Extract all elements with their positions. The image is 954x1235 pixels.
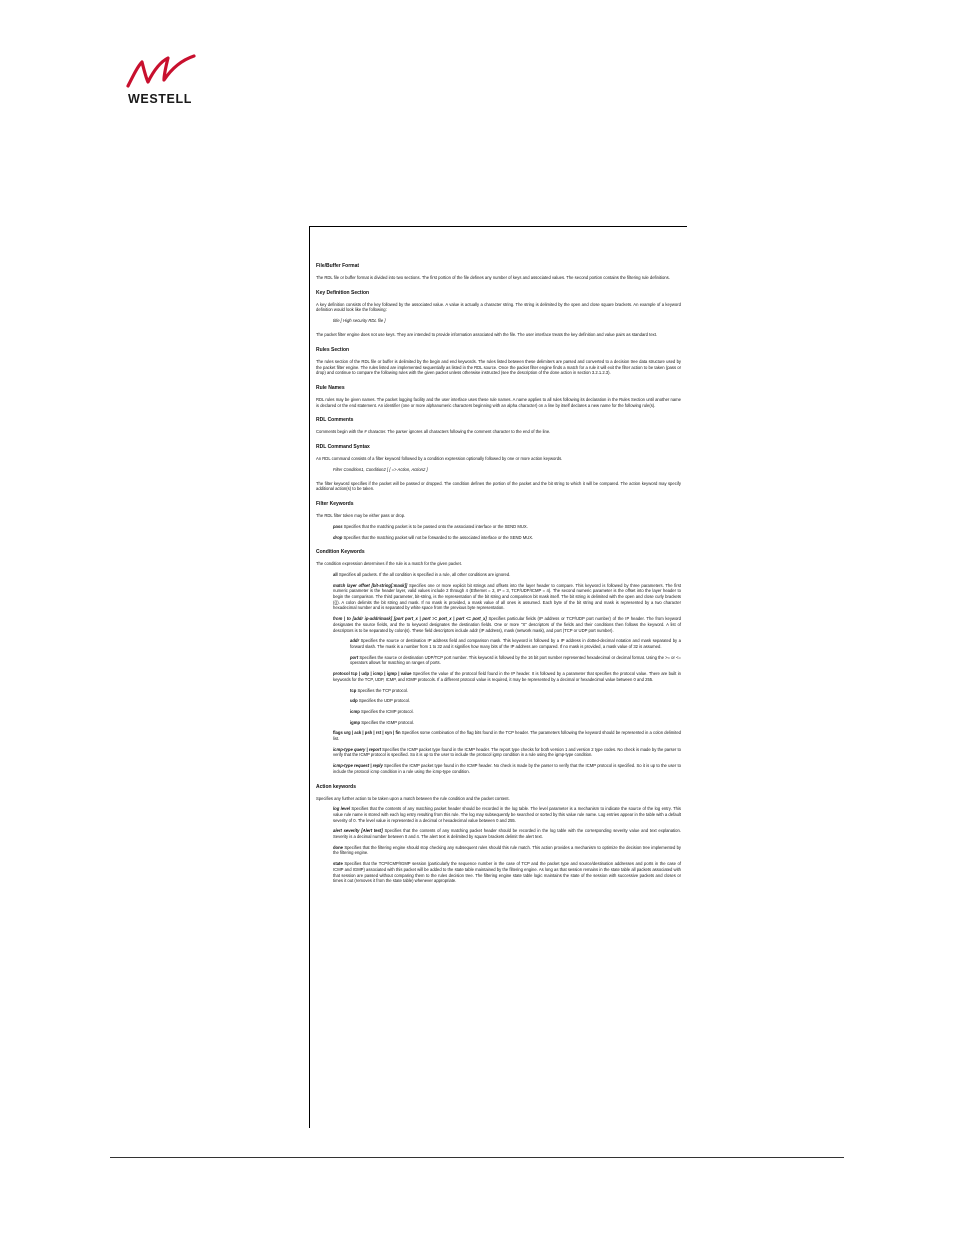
tcp-text: Specifies the TCP protocol.	[357, 687, 409, 693]
from-to-definition	[333, 616, 681, 633]
westell-wordmark: WESTELL	[128, 92, 192, 106]
log-keyword: log level	[333, 806, 350, 812]
heading-rdl-comments: RDL Comments	[316, 417, 354, 424]
westell-logo	[118, 52, 202, 108]
icmp-query-keyword: icmp-type query | report	[333, 746, 381, 752]
done-text: Specifies that the filtering engine should stop checking any subsequent rules should this rule match. This action provides a mechanism to optimize the decision tree implemented by the filtering engine.	[333, 844, 681, 856]
done-keyword: done	[333, 844, 344, 850]
addr-definition	[350, 638, 681, 649]
condition-keywords-text: The condition expression determines if the rule is a match for the given packet.	[316, 561, 462, 567]
igmp-keyword: igmp	[350, 719, 361, 725]
pass-keyword: pass	[333, 523, 343, 529]
heading-file-format: File/Buffer Format	[316, 263, 360, 269]
tcp-definition	[350, 688, 681, 694]
match-text: Specifies one or more explicit bit strings and offsets into the layer header to compare. This keyword is followed by three parameters. The first numeric parameter is the header layer, valid values include 2 through 4 (Ethernet = 2, IP = 3, TCP/UDP/ICMP = 4). The second numeric parameter is the offset into the layer header to begin the comparison. The third parameter, bit-string, is the representation of the bit string and comparison bit mask itself. The bit string is delimited with the open and close curly brackets ({}). A colon delimits the bit string and mask. If no mask is provided, a mask value of all ones is assumed. Each byte of the bit string and mask is represented by a two character hexadecimal number and is separated by white space from the previous byte representation.	[333, 582, 681, 611]
from-to-text: Specifies particular fields (IP address or TCP/UDP port number) of the IP header. The from keyword designates the source fields, and the to keyword designates the destination fields. One or more "X" descriptors of the fields and their conditions then follows the keyword. A list of descriptors is to be separated by colon(s). These field descriptors include addr (IP address), mask (network mask), and port (TCP or UDP port number).	[333, 616, 681, 633]
rdl-command-syntax-text-2: The filter keyword specifies if the packet will be passed or dropped. The condition defines the portion of the packet and the bit string to which it will be compared. The action keyword may specify additional action(s) to be taken.	[316, 480, 681, 492]
heading-condition-keywords: Condition Keywords	[316, 549, 365, 556]
state-definition	[333, 861, 681, 884]
key-definition-text: A key definition consists of the key followed by the associated value. A value is actually a character string. The string is delimited by the open and close square brackets. An example of a keyword definition would look like the following:	[316, 301, 681, 313]
match-keyword: match layer offset [bit-string[:mask]]	[333, 582, 408, 588]
state-keyword: state	[333, 861, 343, 867]
port-text: Specifies the source or destination UDP/TCP port number. This keyword is followed by the 16 bit port number represented hexadecimal or decimal format. Using the >= or <= operators allows for matching on ranges of ports.	[350, 654, 681, 666]
icmp-text: Specifies the ICMP protocol.	[360, 708, 414, 714]
all-keyword: all	[333, 571, 338, 577]
rdl-comments-text: Comments begin with the # character. The parser ignores all characters following the comment character to the end of the line.	[316, 429, 551, 435]
log-definition	[333, 806, 681, 823]
rules-section-text: The rules section of the RDL file or buffer is delimited by the begin and end keywords. The rules listed between these delimiters are parsed and converted to a decision tree data structure used by the packet filter engine. The rules listed are implemented sequentially as listed in the RDL source. Once the packet filter engine finds a match for a rule it will exit the filter action to be taken (pass or drop) and continue to compare the following rules with the given packet unless otherwise instructed (see the description of the done action in section 3.2.1.2.3).	[316, 358, 681, 376]
igmp-definition	[350, 720, 681, 726]
flags-text: Specifies some combination of the flag bits found in the TCP header. The parameters following the keyword should be represented in a colon delimited list.	[333, 730, 682, 742]
alert-definition	[333, 828, 681, 839]
addr-keyword: addr	[350, 638, 360, 644]
rdl-command-syntax-example: Filter Condition1, Condition2 [ [ => Action, Action2 ]	[333, 466, 428, 472]
drop-definition	[333, 535, 681, 541]
action-keywords-text: Specifies any further action to be taken upon a match between the rule condition and the packet content.	[316, 795, 510, 801]
key-definition-text-2: The packet filter engine does not use keys. They are intended to provide information associated with the file. The user interface treats the key definition and value pairs as standard text.	[316, 332, 658, 338]
heading-key-definition: Key Definition Section	[316, 289, 370, 296]
heading-rdl-command-syntax: RDL Command Syntax	[316, 444, 370, 451]
footer-divider	[110, 1157, 844, 1158]
addr-text: Specifies the source or destination IP address field and comparison mask. This keyword is followed by a IP address in dotted-decimal notation and mask separated by a forward slash. The mask is a number from 1 to 32 and it signifies how many bits of the IP address are compared. If no mask is provided, a mask value of 32 is assumed.	[350, 638, 681, 649]
drop-keyword: drop	[333, 534, 343, 540]
drop-text: Specifies that the matching packet will not be forwarded to the associated interface or the SEND MUX.	[343, 534, 534, 540]
icmp-query-definition	[333, 747, 681, 758]
icmp-request-definition	[333, 763, 681, 774]
heading-rule-names: Rule Names	[316, 384, 345, 391]
alert-keyword: alert severity [Alert text]	[333, 828, 383, 834]
icmp-request-text: Specifies the ICMP packet type found in the ICMP header. No check is made by the parser to verify that the ICMP protocol is specified. So it is up to the user to include the protocol icmp condition in a rule using the icmp-type condition.	[333, 763, 681, 774]
document-page	[309, 226, 687, 1128]
udp-definition	[350, 698, 681, 704]
from-to-keyword: from | to [addr ip-addr/mask] [port port_x | port >= port_x | port <= port_x]	[333, 616, 487, 622]
match-definition	[333, 583, 681, 612]
filter-keywords-text: The RDL filter token may be either pass or drop.	[316, 513, 406, 519]
protocol-definition	[333, 671, 681, 682]
icmp-query-text: Specifies the ICMP packet type found in the ICMP header. The report type checks for both version 1 and version 2 type codes. No check is made by the parser to verify that the ICMP protocol is specified. So it is up to the user to include the protocol igmp condition in a rule using the igmp-type condition.	[333, 746, 681, 758]
file-format-text: The RDL file or buffer format is divided into two sections. The first portion of the file defines any number of keys and associated values. The second portion contains the filtering rule definitions.	[316, 275, 670, 280]
rdl-command-syntax-text: An RDL command consists of a filter keyword followed by a condition expression optionally followed by one or more action keywords.	[316, 456, 563, 462]
icmp-keyword: icmp	[350, 708, 360, 714]
key-definition-example: title [ High security RDL file ]	[333, 318, 386, 324]
heading-filter-keywords: Filter Keywords	[316, 501, 354, 508]
log-text: Specifies that the contents of any matching packet header should be recorded in the log table. The level parameter is a mechanism to indicate the source of the log entry. This value rule name is stored with each log entry resulting from this rule. The log may subsequently be searched or sorted by this value rule name. Log entries appear in the table with a default severity of 0. The level value is represented in a decimal or hexadecimal value between 0 and 255.	[333, 806, 681, 823]
pass-text: Specifies that the matching packet is to be passed onto the associated interface or the SEND MUX.	[343, 523, 528, 529]
state-text: Specifies that the TCP/ICMP/IGMP session (particularly the sequence number in the case of TCP and the packet type and source/destination addresses and ports in the case of ICMP and IGMP) associated with this packet will be added to the state table maintained by the filtering engine. As long as that session remains in the state table all packets associated with that session are passed without comparing them to the rules decision tree. The filtering engine state table logic maintains the state of the session with successive packets and closes or times it out (removes it from the state table) whenever appropriate.	[333, 861, 681, 884]
westell-mark-icon	[124, 52, 196, 92]
all-text: Specifies all packets. If the all condition is specified in a rule, all other conditions are ignored.	[338, 571, 511, 577]
icmp-definition	[350, 709, 681, 715]
port-definition	[350, 655, 681, 666]
port-keyword: port	[350, 654, 359, 660]
flags-keyword: flags urg | ack | psh | rst | syn | fin	[333, 730, 401, 736]
icmp-request-keyword: icmp-type request | reply	[333, 763, 383, 769]
protocol-text: Specifies the value of the protocol field found in the IP header. It is followed by a parameter that specifies the protocol value. There are built in keywords for the TCP, UDP, ICMP, and IGMP protocols. If a different protocol value is required, it may be represented by a decimal or hexadecimal value between 0 and 255.	[333, 671, 681, 682]
udp-text: Specifies the UDP protocol.	[358, 698, 410, 704]
flags-definition	[333, 730, 681, 741]
done-definition	[333, 845, 681, 856]
heading-action-keywords: Action keywords	[316, 783, 357, 790]
protocol-keyword: protocol tcp | udp | icmp | igmp | value	[333, 671, 412, 677]
alert-text: Specifies that the contents of any matching packet header should be recorded in the log table with the corresponding severity value and text explanation. Severity is a decimal number between 0 and 4. The alert text is delimited by square brackets delimit the alert text.	[333, 828, 681, 840]
heading-rules-section: Rules Section	[316, 346, 350, 353]
tcp-keyword: tcp	[350, 687, 357, 693]
rule-names-text: RDL rules may be given names. The packet logging facility and the user interface uses these rule names. A name applies to all rules following its declaration in the Rules Section until another name is declared or the end statement. An identifier (one or more alphanumeric characters beginning with an alpha character) on a line by itself declares a new name for the following rule(s).	[316, 396, 681, 408]
udp-keyword: udp	[350, 698, 358, 704]
all-definition	[333, 572, 681, 578]
igmp-text: Specifies the IGMP protocol.	[361, 719, 415, 725]
pass-definition	[333, 524, 681, 530]
